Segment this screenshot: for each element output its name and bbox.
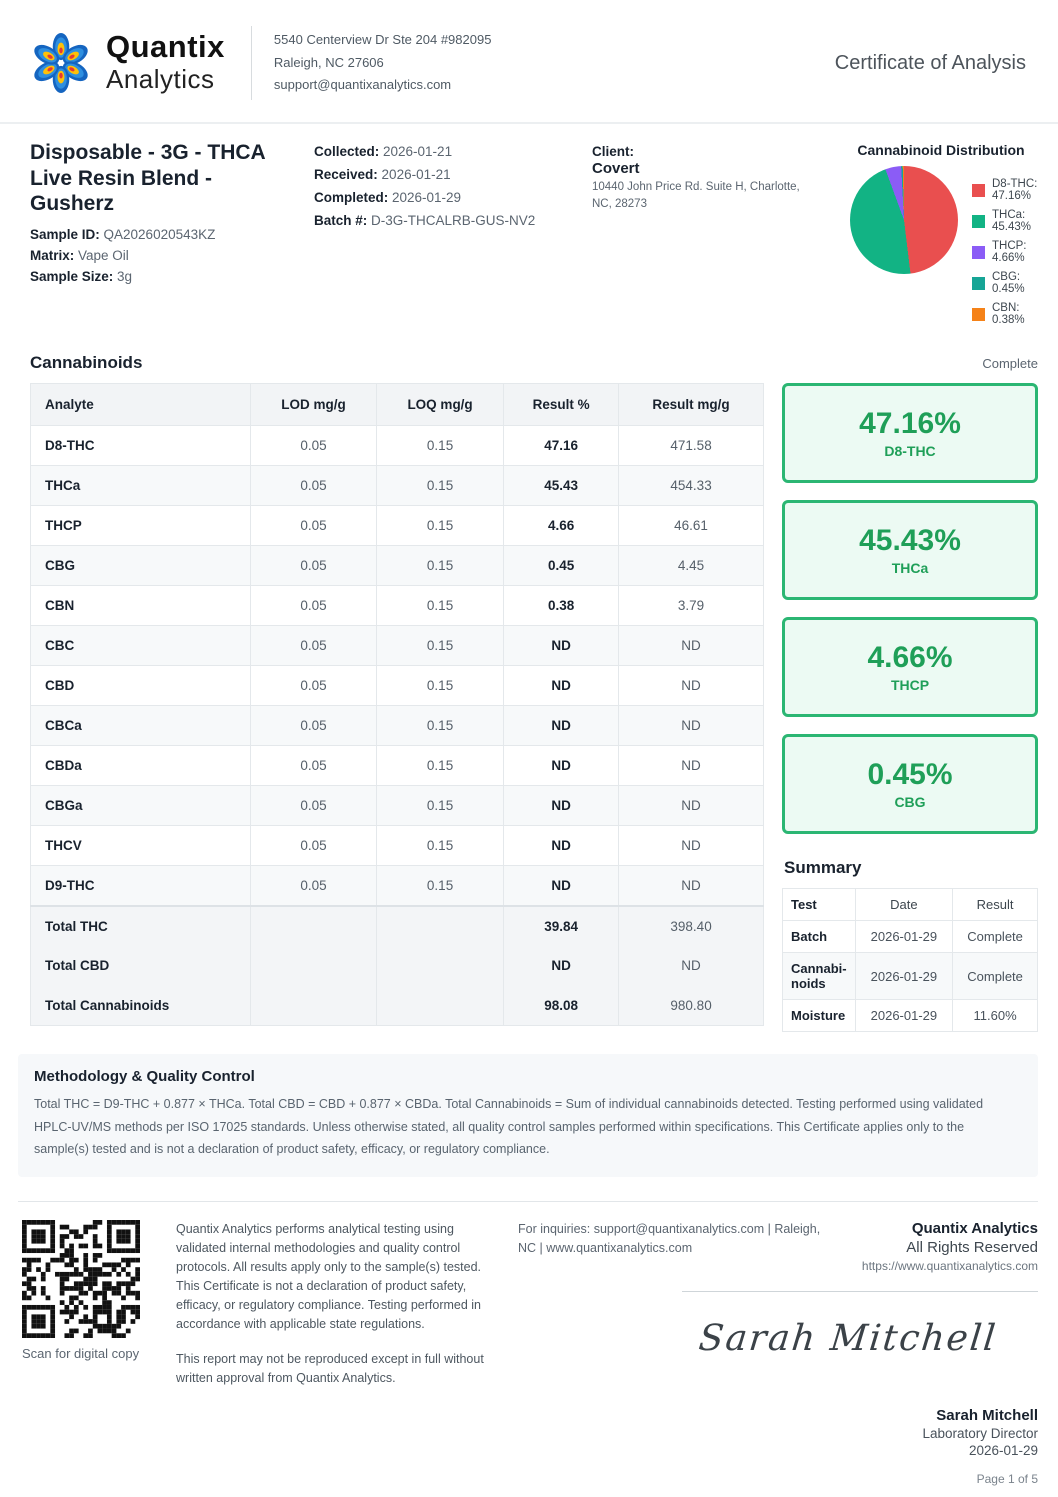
summary-column-header: Result <box>953 889 1038 921</box>
legend-item <box>972 240 1038 264</box>
footer <box>0 1202 1058 1486</box>
analyte-cell: THCa <box>31 466 251 506</box>
table-row <box>31 946 764 986</box>
legend-item <box>972 302 1038 326</box>
lod-cell: 0.05 <box>250 546 376 586</box>
result-pct-cell: 47.16 <box>504 426 619 466</box>
loq-cell <box>377 906 504 946</box>
result-mgg-cell: ND <box>619 746 764 786</box>
address-line: 5540 Centerview Dr Ste 204 #982095 <box>273 31 492 47</box>
sample-info-row <box>0 124 1058 339</box>
loq-cell: 0.15 <box>377 426 504 466</box>
table-row <box>31 546 764 586</box>
logo-title: Quantix <box>106 29 225 65</box>
legend-item <box>972 209 1038 233</box>
result-mgg-cell: 398.40 <box>619 906 764 946</box>
meta-line: Sample ID: QA2026020543KZ <box>30 226 216 242</box>
client-address: 10440 John Price Rd. Suite H, Charlotte, NC, 28273 <box>592 181 800 210</box>
lod-cell: 0.05 <box>250 426 376 466</box>
analyte-cell: CBG <box>31 546 251 586</box>
logo-text <box>106 31 225 95</box>
result-pct-cell: ND <box>504 826 619 866</box>
result-pct-cell: 0.38 <box>504 586 619 626</box>
table-row <box>31 786 764 826</box>
qr-code <box>22 1220 140 1338</box>
result-mgg-cell: 3.79 <box>619 586 764 626</box>
cannabinoids-table <box>30 383 764 1026</box>
highlight-box <box>782 734 1038 834</box>
lod-cell: 0.05 <box>250 866 376 906</box>
result-mgg-cell: ND <box>619 666 764 706</box>
summary-row <box>783 953 1038 1000</box>
loq-cell: 0.15 <box>377 666 504 706</box>
legend-item <box>972 178 1038 202</box>
meta-label: Sample Size: <box>30 268 114 284</box>
summary-date-cell: 2026-01-29 <box>855 921 953 953</box>
signature-script: Sarah Mitchell <box>696 1317 1000 1359</box>
loq-cell: 0.15 <box>377 746 504 786</box>
client-name: Covert <box>592 160 640 177</box>
lod-cell: 0.05 <box>250 506 376 546</box>
section-title: Cannabinoids <box>30 353 143 372</box>
result-pct-cell: ND <box>504 866 619 906</box>
column-header: Analyte <box>31 384 251 426</box>
lab-address <box>274 29 492 97</box>
lod-cell: 0.05 <box>250 786 376 826</box>
legend-label: THCa: 45.43% <box>992 209 1032 233</box>
summary-row <box>783 1000 1038 1032</box>
legend-item <box>972 271 1038 295</box>
client-block <box>592 140 818 333</box>
result-mgg-cell: ND <box>619 946 764 986</box>
cannabinoids-table-wrap <box>30 383 764 1032</box>
legend-swatch <box>972 184 985 197</box>
cannabinoids-section-header <box>0 339 1058 383</box>
meta-line: Sample Size: 3g <box>30 268 133 284</box>
meta-label: Matrix: <box>30 247 75 263</box>
signer-title: Laboratory Director <box>922 1425 1038 1441</box>
loq-cell: 0.15 <box>377 866 504 906</box>
result-mgg-cell: 46.61 <box>619 506 764 546</box>
result-pct-cell: ND <box>504 786 619 826</box>
company-block <box>862 1220 1038 1273</box>
loq-cell: 0.15 <box>377 626 504 666</box>
meta-line: Received: 2026-01-21 <box>314 167 451 182</box>
summary-test-cell: Moisture <box>783 1000 856 1032</box>
dates-block <box>314 140 566 333</box>
table-row <box>31 826 764 866</box>
result-pct-cell: ND <box>504 666 619 706</box>
methodology-section <box>18 1054 1038 1177</box>
highlight-boxes <box>782 383 1038 834</box>
analyte-cell: THCP <box>31 506 251 546</box>
table-row <box>31 626 764 666</box>
analyte-cell: CBD <box>31 666 251 706</box>
loq-cell: 0.15 <box>377 546 504 586</box>
loq-cell <box>377 946 504 986</box>
result-pct-cell: 39.84 <box>504 906 619 946</box>
company-name: Quantix Analytics <box>911 1219 1038 1237</box>
table-row <box>31 906 764 946</box>
lod-cell: 0.05 <box>250 586 376 626</box>
summary-row <box>783 921 1038 953</box>
analyte-cell: D8-THC <box>31 426 251 466</box>
result-pct-cell: 45.43 <box>504 466 619 506</box>
result-mgg-cell: ND <box>619 786 764 826</box>
highlight-label: THCa <box>891 560 929 576</box>
certificate-title: Certificate of Analysis <box>834 51 1026 74</box>
lod-cell: 0.05 <box>250 826 376 866</box>
analyte-cell: Total THC <box>31 906 251 946</box>
sign-date: 2026-01-29 <box>968 1442 1038 1458</box>
sample-fields <box>30 227 288 284</box>
loq-cell: 0.15 <box>377 586 504 626</box>
highlight-value: 0.45% <box>867 758 953 791</box>
meta-line: Batch #: D-3G-THCALRB-GUS-NV2 <box>314 213 536 228</box>
summary-table <box>782 888 1038 1032</box>
summary-test-cell: Batch <box>783 921 856 953</box>
highlight-label: CBG <box>894 794 926 810</box>
rights-text: All Rights Reserved <box>906 1238 1038 1256</box>
analyte-cell: D9-THC <box>31 866 251 906</box>
legend-label: CBN: 0.38% <box>992 302 1025 326</box>
table-row <box>31 426 764 466</box>
table-row <box>31 506 764 546</box>
result-mgg-cell: ND <box>619 626 764 666</box>
loq-cell: 0.15 <box>377 826 504 866</box>
logo <box>30 31 225 95</box>
logo-subtitle: Analytics <box>106 63 215 94</box>
product-name: Disposable - 3G - THCA Live Resin Blend - Gusherz <box>30 141 265 216</box>
highlight-box <box>782 383 1038 483</box>
column-header: LOQ mg/g <box>377 384 504 426</box>
header <box>0 0 1058 124</box>
page-number: Page 1 of 5 <box>976 1471 1038 1486</box>
lod-cell <box>250 986 376 1026</box>
lod-cell: 0.05 <box>250 666 376 706</box>
result-pct-cell: ND <box>504 706 619 746</box>
highlight-value: 45.43% <box>859 524 961 557</box>
summary-test-cell: Cannabi-noids <box>783 953 856 1000</box>
address-line: support@quantixanalytics.com <box>273 77 452 93</box>
summary-date-cell: 2026-01-29 <box>855 953 953 1000</box>
table-row <box>31 466 764 506</box>
result-mgg-cell: ND <box>619 706 764 746</box>
meta-label: Sample ID: <box>30 226 100 242</box>
analyte-cell: THCV <box>31 826 251 866</box>
meta-line: Completed: 2026-01-29 <box>314 190 462 205</box>
summary-date-cell: 2026-01-29 <box>855 1000 953 1032</box>
result-pct-cell: ND <box>504 626 619 666</box>
highlight-box <box>782 500 1038 600</box>
loq-cell: 0.15 <box>377 466 504 506</box>
summary-result-cell: Complete <box>953 953 1038 1000</box>
product-block <box>30 140 288 333</box>
highlight-label: THCP <box>890 677 930 693</box>
analyte-cell: CBGa <box>31 786 251 826</box>
summary-column-header: Date <box>855 889 953 921</box>
signature-divider <box>682 1291 1038 1292</box>
summary-title: Summary <box>784 858 862 877</box>
client-label: Client: <box>592 144 634 159</box>
legend-label: CBG: 0.45% <box>992 271 1025 295</box>
section-status: Complete <box>982 356 1038 371</box>
lod-cell: 0.05 <box>250 746 376 786</box>
highlight-value: 4.66% <box>867 641 953 674</box>
analyte-cell: CBCa <box>31 706 251 746</box>
loq-cell <box>377 986 504 1026</box>
legend-swatch <box>972 308 985 321</box>
result-mgg-cell: 471.58 <box>619 426 764 466</box>
meta-label: Collected: <box>314 144 380 159</box>
result-pct-cell: ND <box>504 746 619 786</box>
result-mgg-cell: ND <box>619 826 764 866</box>
table-row <box>31 866 764 906</box>
table-row <box>31 986 764 1026</box>
result-pct-cell: 0.45 <box>504 546 619 586</box>
loq-cell: 0.15 <box>377 506 504 546</box>
legend-label: D8-THC: 47.16% <box>992 178 1038 202</box>
table-row <box>31 706 764 746</box>
inquiries-text: For inquiries: support@quantixanalytics.com | Raleigh, NC | www.quantixanalytics.com <box>518 1221 821 1255</box>
meta-label: Received: <box>314 167 378 182</box>
result-mgg-cell: 454.33 <box>619 466 764 506</box>
result-pct-cell: 4.66 <box>504 506 619 546</box>
chart-legend <box>972 166 1038 333</box>
highlight-label: D8-THC <box>884 443 936 459</box>
chart-title: Cannabinoid Distribution <box>857 142 1025 158</box>
summary-result-cell: Complete <box>953 921 1038 953</box>
meta-line: Collected: 2026-01-21 <box>314 144 453 159</box>
flower-logo-icon <box>30 32 92 94</box>
signer-name: Sarah Mitchell <box>936 1406 1038 1424</box>
summary-result-cell: 11.60% <box>953 1000 1038 1032</box>
result-pct-cell: 98.08 <box>504 986 619 1026</box>
column-header: LOD mg/g <box>250 384 376 426</box>
analyte-cell: CBDa <box>31 746 251 786</box>
table-row <box>31 746 764 786</box>
footer-disclaimer <box>176 1220 494 1486</box>
lod-cell <box>250 946 376 986</box>
result-pct-cell: ND <box>504 946 619 986</box>
disclaimer-paragraph-1: Quantix Analytics performs analytical testing using validated internal methodologies and quality control protocols. All results apply only to the sample(s) tested. This Certificate is not a declaration of product safety, efficacy, or regulatory compliance. Testing performed in accordance with applicable state regulations. <box>176 1221 482 1331</box>
signer-block <box>518 1407 1038 1458</box>
column-header: Result % <box>504 384 619 426</box>
lod-cell: 0.05 <box>250 706 376 746</box>
methodology-title: Methodology & Quality Control <box>34 1068 255 1085</box>
loq-cell: 0.15 <box>377 706 504 746</box>
table-row <box>31 586 764 626</box>
analyte-cell: Total Cannabinoids <box>31 986 251 1026</box>
highlight-box <box>782 617 1038 717</box>
result-mgg-cell: 980.80 <box>619 986 764 1026</box>
analyte-cell: CBN <box>31 586 251 626</box>
meta-label: Completed: <box>314 190 389 205</box>
disclaimer-paragraph-2: This report may not be reproduced except in full without written approval from Quantix Analytics. <box>176 1351 484 1385</box>
summary-column-header: Test <box>783 889 856 921</box>
analyte-cell: Total CBD <box>31 946 251 986</box>
legend-label: THCP: 4.66% <box>992 240 1027 264</box>
highlight-value: 47.16% <box>859 407 961 440</box>
analyte-cell: CBC <box>31 626 251 666</box>
lod-cell: 0.05 <box>250 466 376 506</box>
results-right-column <box>782 383 1038 1032</box>
methodology-body: Total THC = D9-THC + 0.877 × THCa. Total CBD = CBD + 0.877 × CBDa. Total Cannabinoids = Sum of individual cannabinoids detected. Testing performed using validated HPLC-UV/MS methods per ISO 17025 standards. Unless otherwise stated, all quality control samples performed within specifications. This Certificate applies only to the sample(s) tested and is not a declaration of product safety, efficacy, or regulatory compliance. <box>34 1097 984 1156</box>
distribution-chart <box>844 140 1038 333</box>
legend-swatch <box>972 215 985 228</box>
loq-cell: 0.15 <box>377 786 504 826</box>
pie-chart <box>850 166 958 274</box>
company-url: https://www.quantixanalytics.com <box>861 1258 1038 1273</box>
meta-line: Matrix: Vape Oil <box>30 247 129 263</box>
address-line: Raleigh, NC 27606 <box>273 54 384 70</box>
meta-label: Batch #: <box>314 213 368 228</box>
lod-cell: 0.05 <box>250 626 376 666</box>
column-header: Result mg/g <box>619 384 764 426</box>
legend-swatch <box>972 277 985 290</box>
result-mgg-cell: ND <box>619 866 764 906</box>
lod-cell <box>250 906 376 946</box>
legend-swatch <box>972 246 985 259</box>
result-mgg-cell: 4.45 <box>619 546 764 586</box>
table-row <box>31 666 764 706</box>
qr-caption: Scan for digital copy <box>22 1345 140 1361</box>
header-divider <box>251 26 252 100</box>
